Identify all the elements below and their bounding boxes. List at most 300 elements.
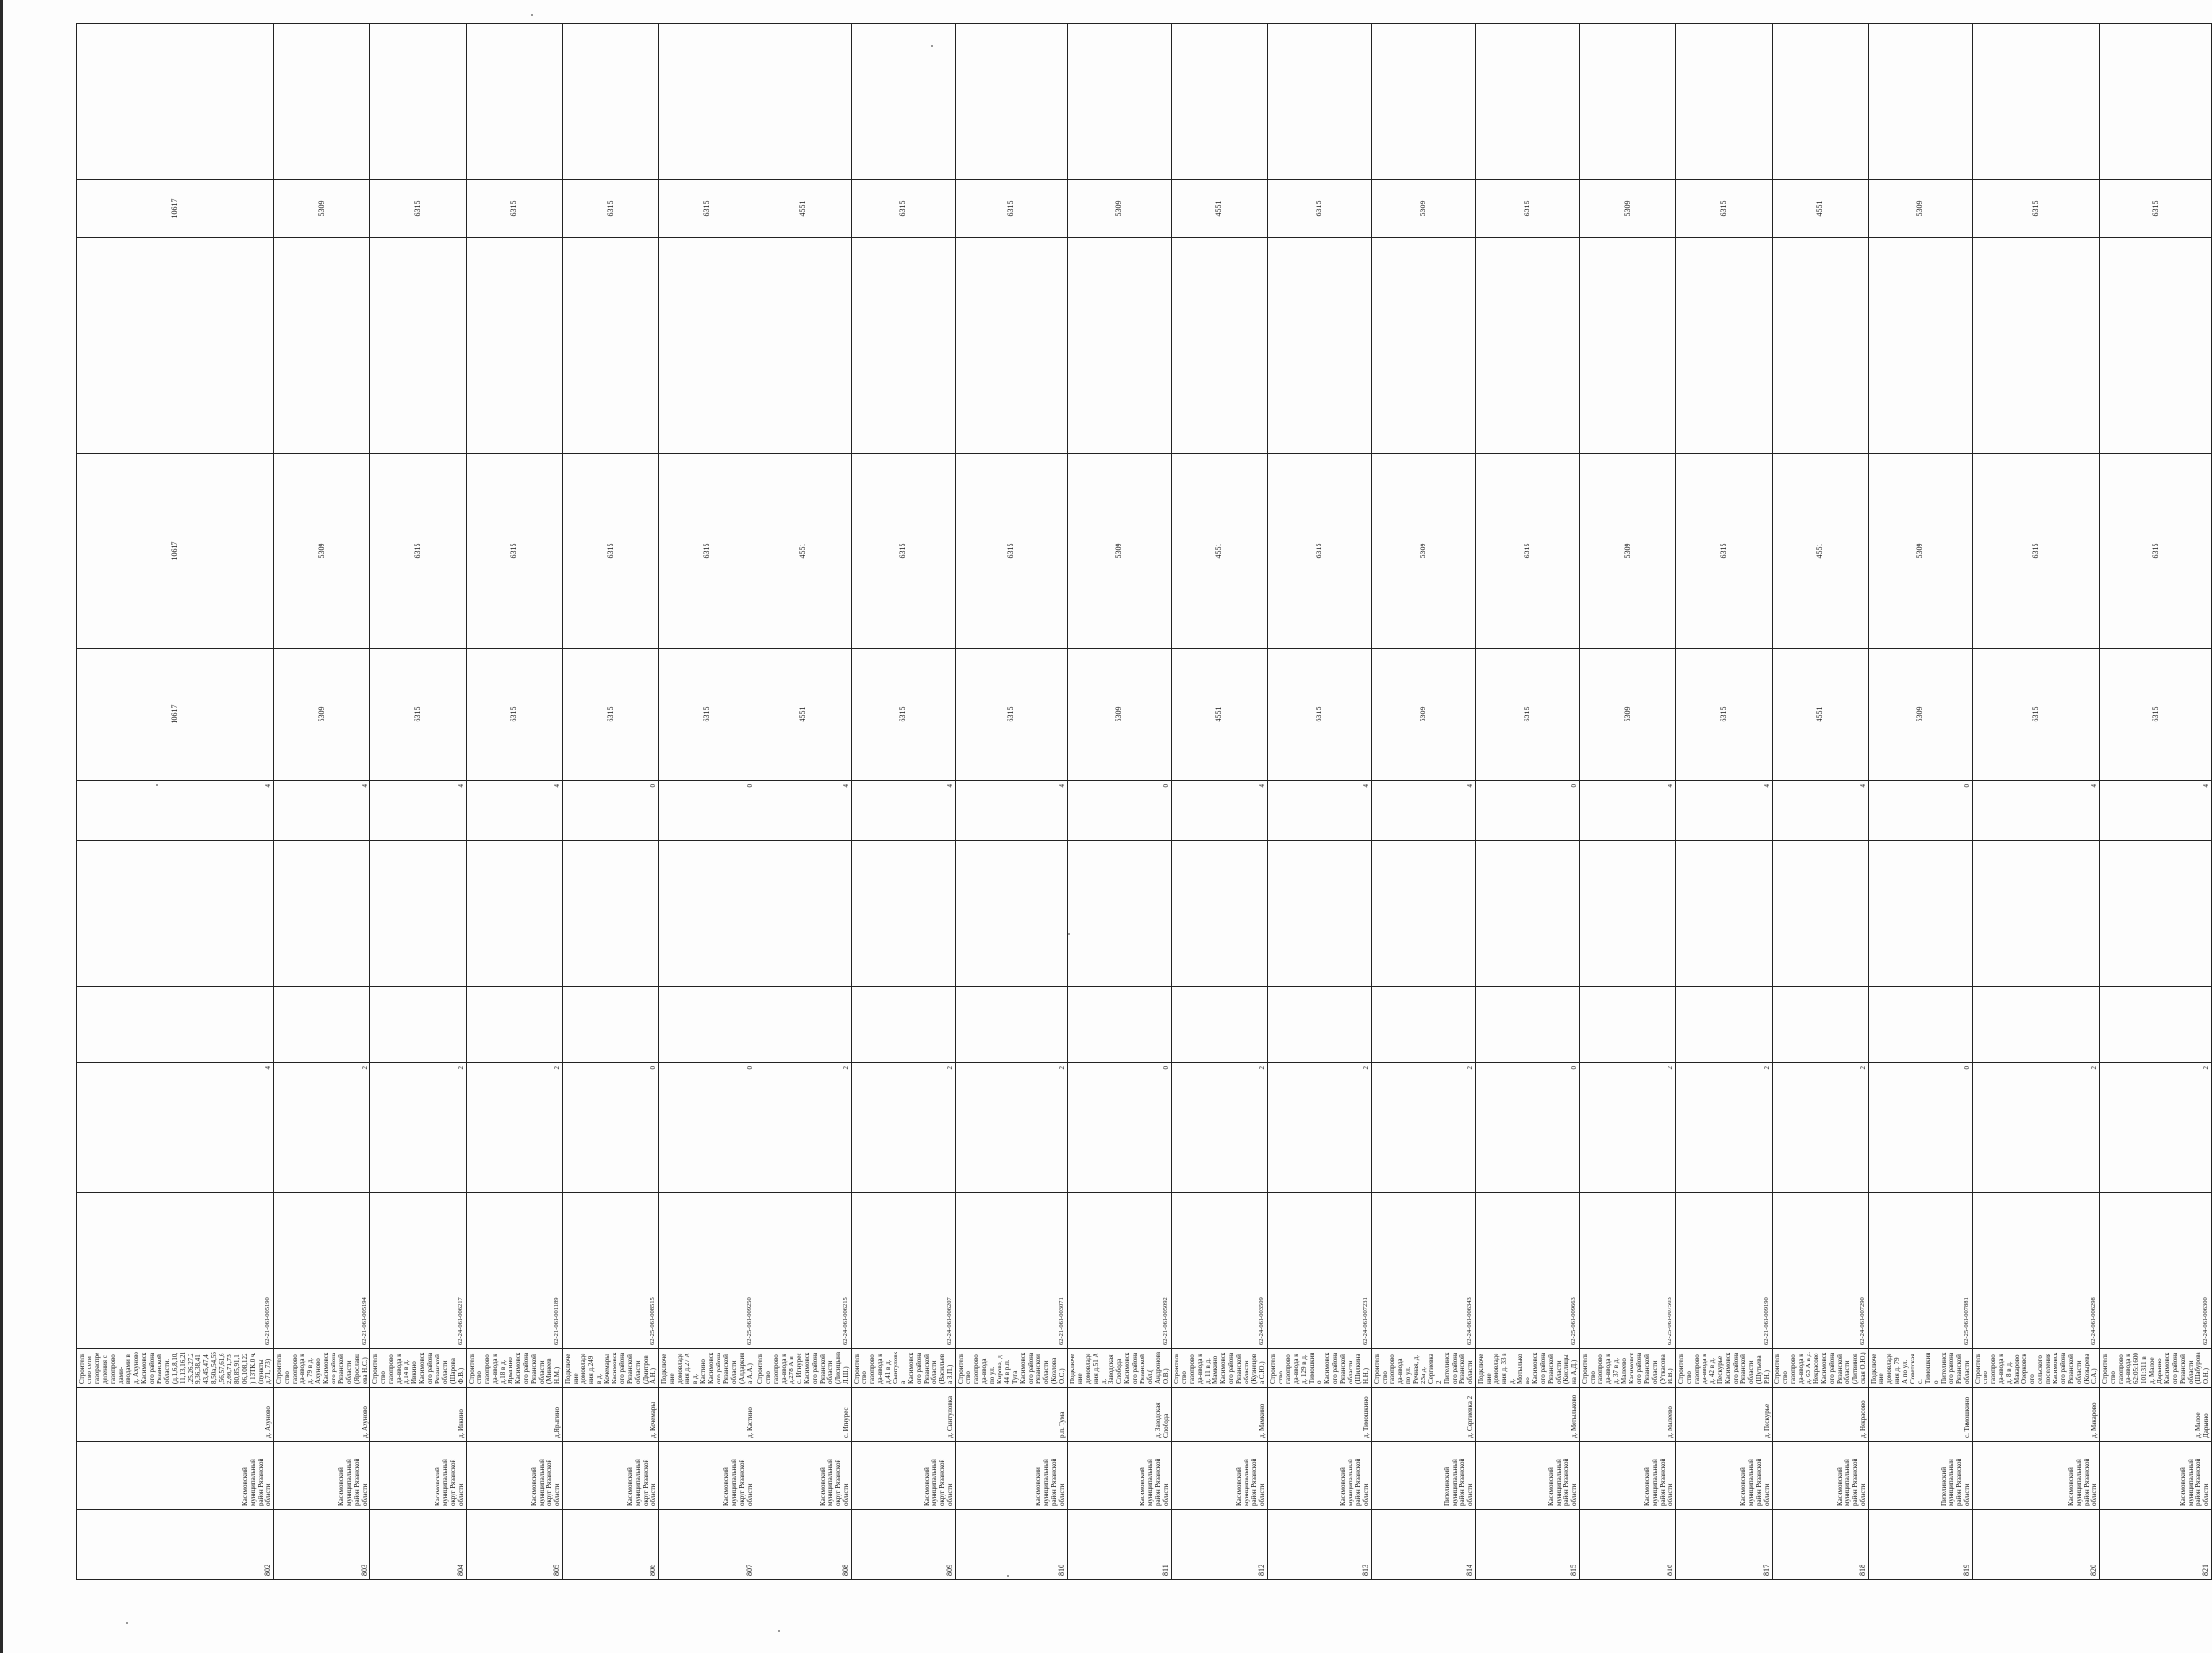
code-cell: 62-25-061-009663 [1476,1193,1580,1349]
row-number: 811 [1068,1510,1172,1580]
row-number: 805 [467,1510,563,1580]
description-cell: Строительство газопровода-ввода к 62:05:1600101:311 в д. Малое Дарьино Касимовского района Рязанской области (Шабурова О.Н.) [2100,1349,2212,1388]
code-cell: 62-21-061-009190 [1676,1193,1773,1349]
power-b-cell: 6315 [852,454,956,649]
code-cell: 62-21-061-005092 [1068,1193,1172,1349]
empty-cell [1773,841,1869,987]
settlement-cell: с. Тимошкино [1869,1388,1973,1442]
count-a-cell: 2 [956,1063,1068,1193]
power-c-cell: 6315 [370,180,467,238]
power-c-cell: 6315 [956,180,1068,238]
count-b-cell: 4 [2100,781,2212,841]
count-a-cell: 2 [852,1063,956,1193]
count-b-cell: 4 [1676,781,1773,841]
empty-cell [1973,24,2100,180]
empty-cell [659,238,755,454]
settlement-cell: д. Кастино [659,1388,755,1442]
table-row [659,24,755,1580]
settlement-cell: д. Сынтуловка [852,1388,956,1442]
power-a-cell: 4551 [1773,649,1869,781]
empty-cell [1773,987,1869,1063]
code-cell: 62-24-061-006207 [852,1193,956,1349]
power-b-cell: 6315 [370,454,467,649]
settlement-cell: д. Мотыльково [1476,1388,1580,1442]
row-number: 804 [370,1510,467,1580]
count-b-cell: 4 [1973,781,2100,841]
power-b-cell: 6315 [1676,454,1773,649]
district-cell: Касимовский муниципальный район Рязанской области [1973,1442,2100,1510]
power-b-cell: 5309 [1580,454,1676,649]
empty-cell [1372,841,1476,987]
district-cell: Пителинский муниципальный район Рязанской области [1372,1442,1476,1510]
district-cell: Касимовский муниципальный округ Рязанской области [755,1442,852,1510]
district-cell: Касимовский муниципальный округ Рязанской области [852,1442,956,1510]
description-cell: Подключение домовладения д. 33 в д. Мотыльково Касимовского района Рязанской области (Кислицына А.Д.) [1476,1349,1580,1388]
scan-speck [778,1630,780,1632]
empty-cell [659,24,755,180]
empty-cell [1973,841,2100,987]
count-a-cell: 0 [1869,1063,1973,1193]
empty-cell [956,841,1068,987]
power-c-cell: 5309 [274,180,370,238]
empty-cell [1268,238,1372,454]
description-cell: Строительство газопровода-ввода по ул. Речная, д. 23а д. Сергиевка 2 Пителинского района Рязанской области [1372,1349,1476,1388]
count-a-cell: 2 [1172,1063,1268,1193]
settlement-cell: д. Кочемары [563,1388,659,1442]
district-cell: Касимовский муниципальный район Рязанской области [274,1442,370,1510]
empty-cell [1973,987,2100,1063]
table-row [1973,24,2100,1580]
power-a-cell: 5309 [1869,649,1973,781]
empty-cell [1869,841,1973,987]
power-b-cell: 4551 [1172,454,1268,649]
settlement-cell: д. Мамкино [1172,1388,1268,1442]
power-a-cell: 6315 [1676,649,1773,781]
power-c-cell: 4551 [755,180,852,238]
empty-cell [1773,238,1869,454]
description-cell: Строительство газопровода-ввода к д.41 в д. Сынтуловка Касимовского района Рязанской области (Васильева З.П.) [852,1349,956,1388]
power-a-cell: 10617 [77,649,274,781]
district-cell: Касимовский муниципальный район Рязанской области [1773,1442,1869,1510]
empty-cell [1372,238,1476,454]
row-number: 818 [1773,1510,1869,1580]
count-b-cell: 4 [956,781,1068,841]
code-cell: 62-24-061-003509 [1172,1193,1268,1349]
code-cell: 62-24-061-006298 [1973,1193,2100,1349]
district-cell: Касимовский муниципальный район Рязанской области [1268,1442,1372,1510]
power-b-cell: 6315 [563,454,659,649]
settlement-cell: д. Малое Дарьино [2100,1388,2212,1442]
empty-cell [956,987,1068,1063]
count-a-cell: 2 [467,1063,563,1193]
power-b-cell: 5309 [1068,454,1172,649]
count-b-cell: 4 [1773,781,1869,841]
count-a-cell: 0 [659,1063,755,1193]
district-cell: Касимовский муниципальный район Рязанской области [2100,1442,2212,1510]
empty-cell [563,24,659,180]
gas-connection-table [76,23,2212,1580]
power-b-cell: 6315 [1476,454,1580,649]
count-a-cell: 0 [563,1063,659,1193]
count-b-cell: 4 [467,781,563,841]
power-a-cell: 6315 [1476,649,1580,781]
power-b-cell: 5309 [1372,454,1476,649]
power-a-cell: 4551 [1172,649,1268,781]
code-cell: 62-24-061-006300 [2100,1193,2212,1349]
scan-edge [0,0,3,1653]
row-number: 808 [755,1510,852,1580]
count-a-cell: 2 [1372,1063,1476,1193]
count-a-cell: 2 [274,1063,370,1193]
power-b-cell: 6315 [956,454,1068,649]
settlement-cell: д. Тимошкино [1268,1388,1372,1442]
description-cell: Строительство газопровода-ввода к д.18 в д. Ярыгино Касимовского района Рязанской области (Минеев Н.М.) [467,1349,563,1388]
power-a-cell: 6315 [852,649,956,781]
code-cell: 62-21-061-005190 [77,1193,274,1349]
power-c-cell: 6315 [2100,180,2212,238]
power-c-cell: 6315 [659,180,755,238]
description-cell: Подключение домовладения д.51 А д. Заводская Слобода Касимовского района Рязанской обл.( Андронова О.В.) [1068,1349,1172,1388]
count-a-cell: 2 [2100,1063,2212,1193]
district-cell: Касимовский муниципальный район Рязанской области [1172,1442,1268,1510]
count-a-cell: 0 [1068,1063,1172,1193]
empty-cell [956,24,1068,180]
empty-cell [1676,841,1773,987]
district-cell: Касимовский муниципальный округ Рязанской области [370,1442,467,1510]
empty-cell [467,987,563,1063]
district-cell: Касимовский муниципальный округ Рязанской области [467,1442,563,1510]
row-number: 810 [956,1510,1068,1580]
empty-cell [1068,841,1172,987]
power-b-cell: 4551 [1773,454,1869,649]
empty-cell [1372,987,1476,1063]
code-cell: 62-25-061-008515 [563,1193,659,1349]
row-number: 815 [1476,1510,1580,1580]
empty-cell [1676,987,1773,1063]
count-b-cell: 0 [1476,781,1580,841]
empty-cell [1476,24,1580,180]
empty-cell [1580,238,1676,454]
power-a-cell: 6315 [1268,649,1372,781]
count-a-cell: 0 [1476,1063,1580,1193]
empty-cell [1773,24,1869,180]
empty-cell [274,987,370,1063]
empty-cell [370,24,467,180]
power-c-cell: 6315 [467,180,563,238]
power-b-cell: 6315 [467,454,563,649]
power-b-cell: 5309 [274,454,370,649]
table-row [1773,24,1869,1580]
empty-cell [77,987,274,1063]
empty-cell [852,987,956,1063]
rotated-sheet [76,24,2210,1580]
description-cell: Строительство газопровода-ввода к д. 42 в д. Пескурье Касимовского района Рязанской области (Шутьева Р.Н.) [1676,1349,1773,1388]
description-cell: Строительство газопровода-ввода к д.14 в д. Ивкино Касимовского района Рязанской области (Шарова Ф.В.) [370,1349,467,1388]
district-cell: Касимовский муниципальный район Рязанской области [1476,1442,1580,1510]
power-a-cell: 5309 [1372,649,1476,781]
empty-cell [370,238,467,454]
row-number: 820 [1973,1510,2100,1580]
empty-cell [1580,987,1676,1063]
code-cell: 62-24-061-007231 [1268,1193,1372,1349]
settlement-cell: р.п. Тума [956,1388,1068,1442]
power-a-cell: 6315 [370,649,467,781]
table-row [467,24,563,1580]
settlement-cell: д. Малеево [1580,1388,1676,1442]
empty-cell [77,841,274,987]
empty-cell [467,24,563,180]
empty-cell [1476,238,1580,454]
row-number: 809 [852,1510,956,1580]
code-cell: 62-24-061-006343 [1372,1193,1476,1349]
power-b-cell: 6315 [659,454,755,649]
power-b-cell: 6315 [2100,454,2212,649]
empty-cell [1476,987,1580,1063]
empty-cell [755,24,852,180]
settlement-cell: д. Сергиевка 2 [1372,1388,1476,1442]
empty-cell [1676,24,1773,180]
power-c-cell: 10617 [77,180,274,238]
settlement-cell: д. Ивкино [370,1388,467,1442]
count-b-cell: 4 [1172,781,1268,841]
description-cell: Строительство газопровода-ввода к д. 8 в д. Макарово Озерковского сельского поселения Касимовского района Рязанской области (Козырева С.А.) [1973,1349,2100,1388]
power-c-cell: 5309 [1580,180,1676,238]
empty-cell [1068,987,1172,1063]
description-cell: Строительство газопровода-ввода к д. 129 в д. Тимошкино Касимовского района Рязанской области (Шилкина Н.Н.) [1268,1349,1372,1388]
power-b-cell: 6315 [1268,454,1372,649]
count-b-cell: 4 [755,781,852,841]
empty-cell [274,24,370,180]
empty-cell [1268,24,1372,180]
power-a-cell: 6315 [659,649,755,781]
district-cell: Пителинский муниципальный район Рязанской области [1869,1442,1973,1510]
table-row [1869,24,1973,1580]
description-cell: Строительство газопровода-ввода к д. 79 в д. Ахуново Касимовского района Рязанской области (Ярославцева Н.С.) [274,1349,370,1388]
power-b-cell: 5309 [1869,454,1973,649]
code-cell: 62-24-061-006215 [755,1193,852,1349]
count-b-cell: 0 [1068,781,1172,841]
row-number: 802 [77,1510,274,1580]
count-b-cell: 4 [370,781,467,841]
description-cell: Строительство газопровода-ввода к д. 63 А в д. Некрасово Касимовского района Рязанской области (Литвиновская О.Ю.) [1773,1349,1869,1388]
empty-cell [2100,238,2212,454]
table-row [563,24,659,1580]
district-cell: Касимовский муниципальный район Рязанской области [956,1442,1068,1510]
empty-cell [1973,238,2100,454]
count-b-cell: 4 [1268,781,1372,841]
table-row [1676,24,1773,1580]
empty-cell [1476,841,1580,987]
empty-cell [1869,987,1973,1063]
table-row [370,24,467,1580]
code-cell: 62-21-061-001189 [467,1193,563,1349]
power-b-cell: 4551 [755,454,852,649]
district-cell: Касимовский муниципальный район Рязанской области [1676,1442,1773,1510]
row-number: 807 [659,1510,755,1580]
table-row [1476,24,1580,1580]
settlement-cell: д. Ахуново [77,1388,274,1442]
empty-cell [659,841,755,987]
empty-cell [370,841,467,987]
row-number: 816 [1580,1510,1676,1580]
row-number: 813 [1268,1510,1372,1580]
code-cell: 62-24-061-007290 [1773,1193,1869,1349]
description-cell: Строительство газопровода-ввода к д. 11 в д. Мамкино Касимовского района Рязанской области (Кузнецова С.Ю.) [1172,1349,1268,1388]
table-row [1372,24,1476,1580]
code-cell: 62-25-061-007881 [1869,1193,1973,1349]
empty-cell [1068,238,1172,454]
row-number: 814 [1372,1510,1476,1580]
settlement-cell: д. Ахуново [274,1388,370,1442]
district-cell: Касимовский муниципальный округ Рязанской области [659,1442,755,1510]
row-number: 821 [2100,1510,2212,1580]
scan-speck [531,14,533,16]
count-b-cell: 4 [852,781,956,841]
code-cell: 62-25-061-009250 [659,1193,755,1349]
power-c-cell: 5309 [1869,180,1973,238]
empty-cell [755,238,852,454]
settlement-cell: д. Некрасово [1773,1388,1869,1442]
count-b-cell: 4 [1372,781,1476,841]
empty-cell [1268,841,1372,987]
power-b-cell: 6315 [1973,454,2100,649]
power-c-cell: 6315 [1973,180,2100,238]
empty-cell [852,24,956,180]
empty-cell [1580,841,1676,987]
count-b-cell: 4 [1580,781,1676,841]
count-a-cell: 4 [77,1063,274,1193]
empty-cell [755,987,852,1063]
empty-cell [274,841,370,987]
count-a-cell: 2 [1973,1063,2100,1193]
district-cell: Касимовский муниципальный район Рязанской области [1580,1442,1676,1510]
count-b-cell: 0 [563,781,659,841]
table-row [1268,24,1372,1580]
table-row [2100,24,2212,1580]
empty-cell [77,238,274,454]
table-row [1172,24,1268,1580]
empty-cell [563,987,659,1063]
empty-cell [659,987,755,1063]
empty-cell [1068,24,1172,180]
district-cell: Касимовский муниципальный округ Рязанской области [563,1442,659,1510]
settlement-cell: с. Игнурес [755,1388,852,1442]
power-c-cell: 5309 [1068,180,1172,238]
table-row [1068,24,1172,1580]
table-row [852,24,956,1580]
power-a-cell: 5309 [1068,649,1172,781]
empty-cell [563,238,659,454]
count-a-cell: 2 [755,1063,852,1193]
empty-cell [2100,841,2212,987]
table-row [755,24,852,1580]
empty-cell [755,841,852,987]
description-cell: Подключение домовладения д.27 А в д. Кастино Касимовского района Рязанской области (Алдаркина А.А.) [659,1349,755,1388]
code-cell: 62-21-061-003071 [956,1193,1068,1349]
power-c-cell: 6315 [1268,180,1372,238]
power-c-cell: 4551 [1773,180,1869,238]
empty-cell [563,841,659,987]
empty-cell [1172,841,1268,987]
power-c-cell: 6315 [563,180,659,238]
code-cell: 62-25-061-007503 [1580,1193,1676,1349]
power-a-cell: 5309 [1580,649,1676,781]
description-cell: Строительство газопровода-ввода по ул. Кирова, д. 44 в р.п. Туга Касимовского района Рязанской области (Козлова О.С.) [956,1349,1068,1388]
row-number: 819 [1869,1510,1973,1580]
row-number: 806 [563,1510,659,1580]
count-b-cell: 0 [1869,781,1973,841]
empty-cell [370,987,467,1063]
row-number: 803 [274,1510,370,1580]
power-c-cell: 5309 [1372,180,1476,238]
power-a-cell: 4551 [755,649,852,781]
row-number: 812 [1172,1510,1268,1580]
empty-cell [1676,238,1773,454]
code-cell: 62-21-061-005194 [274,1193,370,1349]
empty-cell [77,24,274,180]
empty-cell [1869,24,1973,180]
settlement-cell: д.Ярыгино [467,1388,563,1442]
empty-cell [1869,238,1973,454]
empty-cell [1580,24,1676,180]
empty-cell [1268,987,1372,1063]
empty-cell [956,238,1068,454]
code-cell: 62-24-061-006217 [370,1193,467,1349]
power-a-cell: 6315 [563,649,659,781]
table-row [956,24,1068,1580]
count-a-cell: 2 [1773,1063,1869,1193]
count-b-cell: 4 [77,781,274,841]
scan-speck [126,1622,128,1624]
empty-cell [2100,987,2212,1063]
table-row [1580,24,1676,1580]
district-cell: Касимовский муниципальный район Рязанской области [1068,1442,1172,1510]
power-c-cell: 6315 [1476,180,1580,238]
count-a-cell: 2 [1580,1063,1676,1193]
power-c-cell: 6315 [1676,180,1773,238]
empty-cell [467,841,563,987]
count-b-cell: 4 [274,781,370,841]
empty-cell [852,238,956,454]
empty-cell [2100,24,2212,180]
table-row [274,24,370,1580]
empty-cell [1372,24,1476,180]
empty-cell [1172,238,1268,454]
description-cell: Подключение домовладения д.249 в д. Кочемары Касимовского района Рязанской области (Дмитров А.Н.) [563,1349,659,1388]
power-a-cell: 6315 [1973,649,2100,781]
table-row [77,24,274,1580]
description-cell: Подключение домовладения д. 79 А по ул. Советская с. Тимошкино Пителинского района Рязанской области [1869,1349,1973,1388]
settlement-cell: д. Макарово [1973,1388,2100,1442]
power-a-cell: 6315 [2100,649,2212,781]
settlement-cell: д. Пескурье [1676,1388,1773,1442]
empty-cell [1172,24,1268,180]
power-a-cell: 6315 [467,649,563,781]
count-a-cell: 2 [1268,1063,1372,1193]
district-cell: Касимовский муниципальный район Рязанской области [77,1442,274,1510]
empty-cell [852,841,956,987]
row-number: 817 [1676,1510,1773,1580]
description-cell: Строительство сети газораспределения с газопроводами-вводами в д. Ахуново Касимовского района Рязанской области. (д.1,6,8,10,11,13,16,21,25,26,27,29,36,38,41,43,45,47,48,50а,54,55,56,57,61,62,66,71,73,80,85,91,106,108,122) 13ТК.0 ч. (пункты д.71, 73) [77,1349,274,1388]
empty-cell [467,238,563,454]
settlement-cell: д. Заводская Слобода [1068,1388,1172,1442]
power-a-cell: 5309 [274,649,370,781]
power-a-cell: 6315 [956,649,1068,781]
count-a-cell: 2 [1676,1063,1773,1193]
description-cell: Строительство газопровода-ввода к д. 37 в д. Малеево Касимовского района Рязанской области (Уткасова И.В.) [1580,1349,1676,1388]
empty-cell [274,238,370,454]
count-b-cell: 0 [659,781,755,841]
